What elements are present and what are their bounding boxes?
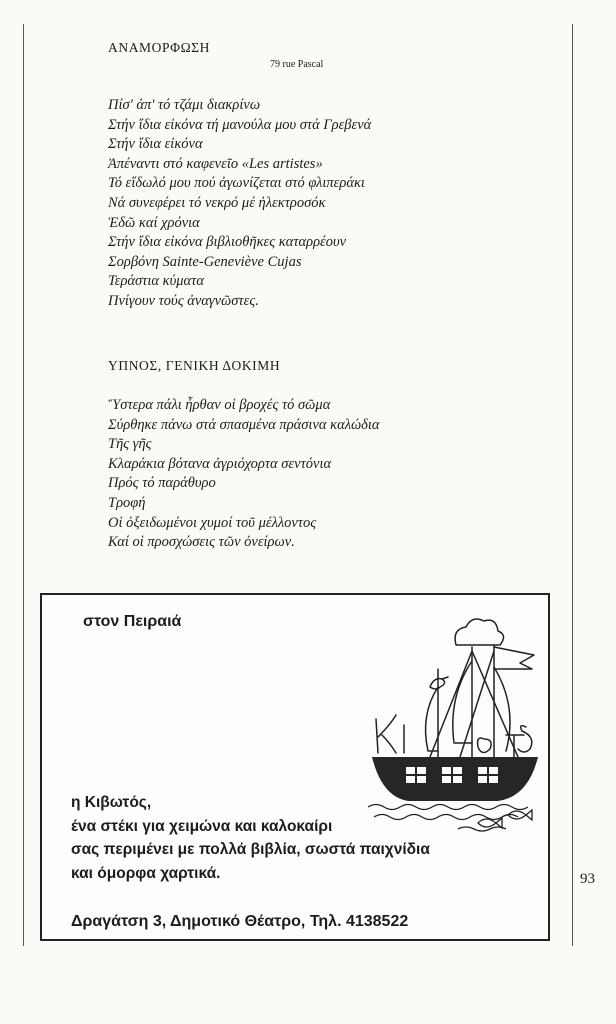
poem-line: Οἱ ὀξειδωμένοι χυμοί τοῦ μέλλοντος [108,514,317,531]
poem1-subtitle: 79 rue Pascal [270,59,324,70]
ad-body-line: και όμορφα χαρτικά. [71,864,221,882]
poem-line: Πρός τό παράθυρο [108,475,216,492]
poem-line: Νά συνεφέρει τό νεκρό μέ ἠλεκτροσόκ [108,194,326,211]
page-number: 93 [580,871,595,887]
poem-line: Πνίγουν τούς ἀναγνῶστες. [108,292,259,309]
ad-body [71,791,430,885]
poem-line: Στήν ἴδια εἰκόνα τή μανούλα μου στά Γρεβενά [108,116,372,133]
poem-line: Τῆς γῆς [108,436,152,453]
left-margin-rule [23,24,24,946]
poem-line: Στήν ἴδια εἰκόνα βιβλιοθῆκες καταρρέουν [108,234,347,251]
poem2-body [108,396,379,553]
poem1-title: ΑΝΑΜΟΡΦΩΣΗ [108,40,211,55]
poem-line: Ἀπέναντι στό καφενεῖο «Les artistes» [108,155,323,172]
poem-line: Στήν ἴδια εἰκόνα [108,136,203,153]
poem1-body [108,96,371,312]
poem-line: Τεράστια κύματα [108,273,204,290]
poem-line: Ὕστερα πάλι ἦρθαν οἱ βροχές τό σῶμα [108,397,331,413]
ad-body-line: ένα στέκι για χειμώνα και καλοκαίρι [71,817,333,835]
right-margin-rule [572,24,573,946]
poem-line: Κλαράκια βότανα ἀγριόχορτα σεντόνια [108,455,332,472]
ad-body-line: η Κιβωτός, [71,794,152,811]
poem-line: Τό εἴδωλό μου πού ἀγωνίζεται στό φλιπεράκι [108,175,365,192]
poem-line: Ἐδῶ καί χρόνια [108,214,200,231]
ad-address: Δραγάτση 3, Δημοτικό Θέατρο, Τηλ. 4138522 [71,913,409,930]
poem-line: Σορβόνη Sainte-Geneviève Cujas [108,253,302,270]
advertisement-box [40,593,550,941]
ad-headline: στον Πειραιά [83,613,182,630]
poem-line: Πίσ' ἀπ' τό τζάμι διακρίνω [108,97,261,113]
ad-body-line: σας περιμένει με πολλά βιβλία, σωστά παιχνίδια [71,841,430,859]
poem2-title: ΥΠΝΟΣ, ΓΕΝΙΚΗ ΔΟΚΙΜΗ [108,358,281,373]
poem-line: Σύρθηκε πάνω στά σπασμένα πράσινα καλώδια [108,416,380,433]
poem-line: Καί οἱ προσχώσεις τῶν ὀνείρων. [108,534,295,551]
poem-line: Τροφή [108,494,146,511]
